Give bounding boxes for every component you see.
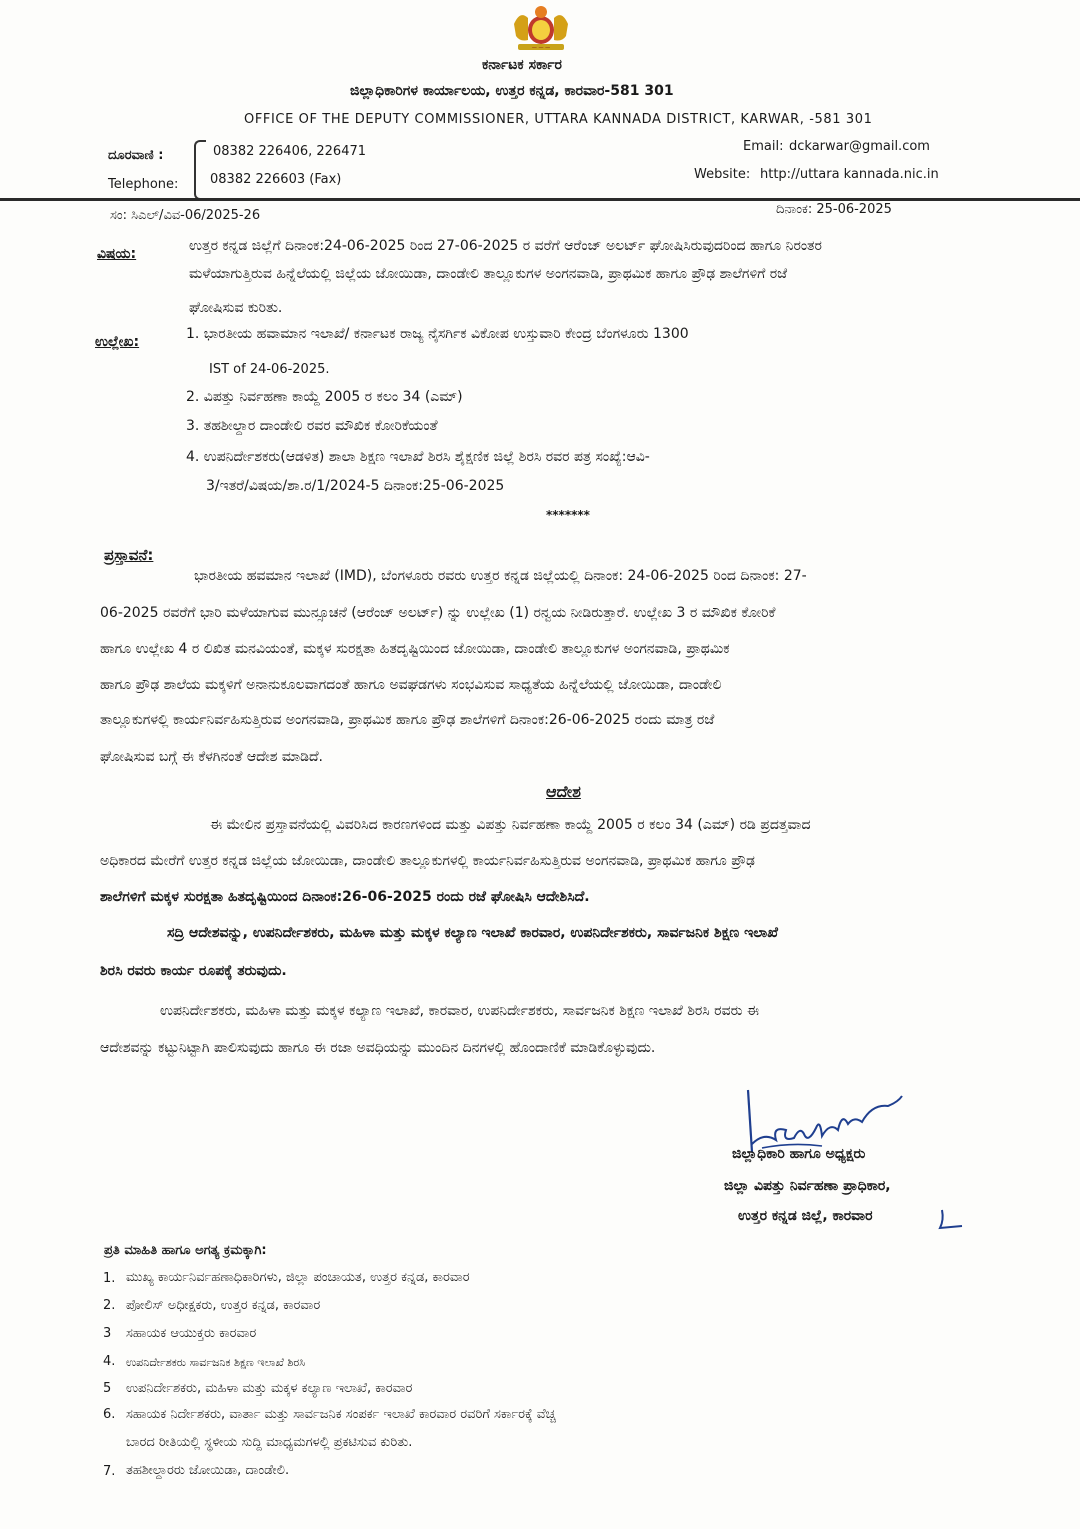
copy-item-text: ಪೋಲಿಸ್ ಅಧೀಕ್ಷಕರು, ಉತ್ತರ ಕನ್ನಡ, ಕಾರವಾರ: [126, 1298, 321, 1313]
copy-item-number: 5: [103, 1381, 112, 1396]
subject-line: ಮಳೆಯಾಗುತ್ತಿರುವ ಹಿನ್ನೆಲೆಯಲ್ಲಿ ಜಿಲ್ಲೆಯ ಜೋಯಿಡಾ, ದಾಂಡೇಲಿ ತಾಲ್ಲೂಕುಗಳ ಅಂಗನವಾಡಿ, ಪ್ರಾಥಮಿಕ ಹಾಗೂ ಪ್ರೌಢ ಶಾಲೆಗಳಿಗೆ ರಜೆ: [189, 266, 788, 282]
header-divider: [0, 198, 1080, 201]
order-line: ಉಪನಿರ್ದೇಶಕರು, ಮಹಿಳಾ ಮತ್ತು ಮಕ್ಕಳ ಕಲ್ಯಾಣ ಇಲಾಖೆ, ಕಾರವಾರ, ಉಪನಿರ್ದೇಶಕರು, ಸಾರ್ವಜನಿಕ ಶಿಕ್ಷಣ ಇಲಾಖೆ ಶಿರಸಿ ರವರು ಈ: [160, 1003, 760, 1019]
signatory-location: ಉತ್ತರ ಕನ್ನಡ ಜಿಲ್ಲೆ, ಕಾರವಾರ: [738, 1208, 873, 1224]
letter-date: ದಿನಾಂಕ: 25-06-2025: [776, 202, 892, 217]
reference-item: 3/ಇತರೆ/ವಿಷಯ/ಶಾ.ರ/1/2024-5 ದಿನಾಂಕ:25-06-2025: [206, 478, 505, 494]
preamble-label: ಪ್ರಸ್ತಾವನೆ:: [104, 546, 154, 564]
email-address: dckarwar@gmail.com: [789, 139, 930, 154]
phone-label-kannada: ದೂರವಾಣಿ :: [108, 148, 164, 163]
subject-line: ಉತ್ತರ ಕನ್ನಡ ಜಿಲ್ಲೆಗೆ ದಿನಾಂಕ:24-06-2025 ರಿಂದ 27-06-2025 ರ ವರೆಗೆ ಆರೆಂಜ್ ಅಲರ್ಟ್ ಘೋಷಿಸಿರುವುದರಿಂದ ಹಾಗೂ ನಿರಂತರ: [189, 238, 822, 254]
preamble-line: ತಾಲ್ಲೂಕುಗಳಲ್ಲಿ ಕಾರ್ಯನಿರ್ವಹಿಸುತ್ತಿರುವ ಅಂಗನವಾಡಿ, ಪ್ರಾಥಮಿಕ ಹಾಗೂ ಪ್ರೌಢ ಶಾಲೆಗಳಿಗೆ ದಿನಾಂಕ:26-06-2025 ರಂದು ಮಾತ್ರ ರಜೆ: [100, 712, 715, 728]
order-line: ಆದೇಶವನ್ನು ಕಟ್ಟುನಿಟ್ಟಾಗಿ ಪಾಲಿಸುವುದು ಹಾಗೂ ಈ ರಜಾ ಅವಧಿಯನ್ನು ಮುಂದಿನ ದಿನಗಳಲ್ಲಿ ಹೊಂದಾಣಿಕೆ ಮಾಡಿಕೊಳ್ಳುವುದು.: [100, 1040, 656, 1056]
copy-item-text: ಸಹಾಯಕ ನಿರ್ದೇಶಕರು, ವಾರ್ತಾ ಮತ್ತು ಸಾರ್ವಜನಿಕ ಸಂಪರ್ಕ ಇಲಾಖೆ ಕಾರವಾರ ರವರಿಗೆ ಸರ್ಕಾರಕ್ಕೆ ವೆಚ್ಚ: [126, 1407, 556, 1422]
svg-text:— — —: — — —: [531, 45, 551, 51]
subject-line: ಘೋಷಿಸುವ ಕುರಿತು.: [189, 300, 283, 316]
office-title-kannada: ಜಿಲ್ಲಾಧಿಕಾರಿಗಳ ಕಾರ್ಯಾಲಯ, ಉತ್ತರ ಕನ್ನಡ, ಕಾರವಾರ-581 301: [350, 83, 674, 99]
website-address: http://uttara kannada.nic.in: [760, 167, 939, 182]
karnataka-emblem-icon: [506, 4, 576, 54]
copy-item-text: ಬಾರದ ರೀತಿಯಲ್ಲಿ ಸ್ಥಳೀಯ ಸುದ್ದಿ ಮಾಧ್ಯಮಗಳಲ್ಲಿ ಪ್ರಕಟಿಸುವ ಕುರಿತು.: [126, 1435, 413, 1450]
signatory-designation: ಜಿಲ್ಲಾಧಿಕಾರಿ ಹಾಗೂ ಅಧ್ಯಕ್ಷರು: [732, 1146, 866, 1162]
copy-item-text: ಉಪನಿರ್ದೇಶಕರು ಸಾರ್ವಜನಿಕ ಶಿಕ್ಷಣ ಇಲಾಖೆ ಶಿರಸಿ: [126, 1356, 306, 1369]
office-title-english: OFFICE OF THE DEPUTY COMMISSIONER, UTTARA KANNADA DISTRICT, KARWAR, -581 301: [244, 112, 873, 127]
copy-item-text: ಉಪನಿರ್ದೇಶಕರು, ಮಹಿಳಾ ಮತ್ತು ಮಕ್ಕಳ ಕಲ್ಯಾಣ ಇಲಾಖೆ, ಕಾರವಾರ: [126, 1381, 413, 1396]
order-line: ಸದ್ರಿ ಆದೇಶವನ್ನು, ಉಪನಿರ್ದೇಶಕರು, ಮಹಿಳಾ ಮತ್ತು ಮಕ್ಕಳ ಕಲ್ಯಾಣ ಇಲಾಖೆ ಕಾರವಾರ, ಉಪನಿರ್ದೇಶಕರು, ಸಾರ್ವಜನಿಕ ಶಿಕ್ಷಣ ಇಲಾಖೆ: [167, 925, 778, 941]
government-title: ಕರ್ನಾಟಕ ಸರ್ಕಾರ: [482, 57, 562, 73]
reference-item: IST of 24-06-2025.: [209, 362, 330, 377]
reference-item: 3. ತಹಶೀಲ್ದಾರ ದಾಂಡೇಲಿ ರವರ ಮೌಖಿಕ ಕೋರಿಕೆಯಂತೆ: [186, 418, 438, 434]
order-title: ಆದೇಶ: [546, 782, 581, 801]
reference-item: 4. ಉಪನಿರ್ದೇಶಕರು(ಆಡಳಿತ) ಶಾಲಾ ಶಿಕ್ಷಣ ಇಲಾಖೆ ಶಿರಸಿ ಶೈಕ್ಷಣಿಕ ಜಿಲ್ಲೆ ಶಿರಸಿ ರವರ ಪತ್ರ ಸಂಖ್ಯೆ:ಆವಿ-: [186, 449, 650, 465]
email-label: Email:: [743, 139, 784, 154]
copy-item-number: 7.: [103, 1464, 116, 1479]
website-label: Website:: [694, 167, 751, 182]
copy-item-number: 1.: [103, 1271, 116, 1286]
preamble-line: ಹಾಗೂ ಪ್ರೌಢ ಶಾಲೆಯ ಮಕ್ಕಳಿಗೆ ಅನಾನುಕೂಲವಾಗದಂತೆ ಹಾಗೂ ಅವಘಡಗಳು ಸಂಭವಿಸುವ ಸಾಧ್ಯತೆಯ ಹಿನ್ನೆಲೆಯಲ್ಲಿ ಜೋಯಿಡಾ, ದಾಂಡೇಲಿ: [100, 677, 722, 693]
copy-item-text: ತಹಶೀಲ್ದಾರರು ಜೋಯಿಡಾ, ದಾಂಡೇಲಿ.: [126, 1463, 290, 1478]
reference-item: 2. ವಿಪತ್ತು ನಿರ್ವಹಣಾ ಕಾಯ್ದೆ 2005 ರ ಕಲಂ 34 (ಎಮ್): [186, 389, 463, 405]
initial-mark-icon: [936, 1206, 966, 1232]
phone-numbers: 08382 226406, 226471: [213, 144, 367, 159]
preamble-line: 06-2025 ರವರೆಗೆ ಭಾರಿ ಮಳೆಯಾಗುವ ಮುನ್ಸೂಚನೆ (ಆರೆಂಜ್ ಅಲರ್ಟ್) ನ್ನು ಉಲ್ಲೇಖ (1) ರನ್ವಯ ನೀಡಿರುತ್ತಾರೆ. ಉಲ್ಲೇಖ 3 ರ ಮೌಖಿಕ ಕೋರಿಕೆ: [100, 605, 776, 621]
copy-item-number: 2.: [103, 1298, 116, 1313]
copy-to-label: ಪ್ರತಿ ಮಾಹಿತಿ ಹಾಗೂ ಅಗತ್ಯ ಕ್ರಮಕ್ಕಾಗಿ:: [104, 1243, 267, 1258]
copy-item-text: ಸಹಾಯಕ ಆಯುಕ್ತರು ಕಾರವಾರ: [126, 1326, 257, 1341]
copy-item-number: 3: [103, 1326, 112, 1341]
preamble-line: ಘೋಷಿಸುವ ಬಗ್ಗೆ ಈ ಕೆಳಗಿನಂತೆ ಆದೇಶ ಮಾಡಿದೆ.: [100, 749, 324, 765]
order-line: ಶಾಲೆಗಳಿಗೆ ಮಕ್ಕಳ ಸುರಕ್ಷತಾ ಹಿತದೃಷ್ಟಿಯಿಂದ ದಿನಾಂಕ:26-06-2025 ರಂದು ರಜೆ ಘೋಷಿಸಿ ಆದೇಶಿಸಿದೆ.: [100, 889, 590, 905]
copy-item-text: ಮುಖ್ಯ ಕಾರ್ಯನಿರ್ವಹಣಾಧಿಕಾರಿಗಳು, ಜಿಲ್ಲಾ ಪಂಚಾಯತ, ಉತ್ತರ ಕನ್ನಡ, ಕಾರವಾರ: [126, 1270, 470, 1285]
order-line: ಶಿರಸಿ ರವರು ಕಾರ್ಯ ರೂಪಕ್ಕೆ ತರುವುದು.: [100, 963, 287, 979]
separator-stars: *******: [546, 508, 590, 522]
signatory-authority: ಜಿಲ್ಲಾ ವಿಪತ್ತು ನಿರ್ವಹಣಾ ಪ್ರಾಧಿಕಾರ,: [724, 1178, 891, 1194]
subject-label: ವಿಷಯ:: [97, 246, 137, 262]
order-line: ಅಧಿಕಾರದ ಮೇರೆಗೆ ಉತ್ತರ ಕನ್ನಡ ಜಿಲ್ಲೆಯ ಜೋಯಿಡಾ, ದಾಂಡೇಲಿ ತಾಲ್ಲೂಕುಗಳಲ್ಲಿ ಕಾರ್ಯನಿರ್ವಹಿಸುತ್ತಿರುವ ಅಂಗನವಾಡಿ, ಪ್ರಾಥಮಿಕ ಹಾಗೂ ಪ್ರೌಢ: [100, 853, 755, 869]
preamble-line: ಹಾಗೂ ಉಲ್ಲೇಖ 4 ರ ಲಿಖಿತ ಮನವಿಯಂತೆ, ಮಕ್ಕಳ ಸುರಕ್ಷತಾ ಹಿತದೃಷ್ಟಿಯಿಂದ ಜೋಯಿಡಾ, ದಾಂಡೇಲಿ ತಾಲ್ಲೂಕುಗಳ ಅಂಗನವಾಡಿ, ಪ್ರಾಥಮಿಕ: [100, 641, 730, 657]
phone-label-english: Telephone:: [108, 177, 179, 192]
references-label: ಉಲ್ಲೇಖ:: [95, 334, 140, 350]
order-line: ಈ ಮೇಲಿನ ಪ್ರಸ್ತಾವನೆಯಲ್ಲಿ ವಿವರಿಸಿದ ಕಾರಣಗಳಿಂದ ಮತ್ತು ವಿಪತ್ತು ನಿರ್ವಹಣಾ ಕಾಯ್ದೆ 2005 ರ ಕಲಂ 34 (ಎಮ್) ರಡಿ ಪ್ರದತ್ತವಾದ: [210, 817, 811, 833]
reference-number: ಸಂ: ಸಿಎಲ್/ವಿವ-06/2025-26: [110, 208, 261, 223]
copy-item-number: 6.: [103, 1407, 116, 1422]
copy-item-number: 4.: [103, 1354, 116, 1369]
fax-number: 08382 226603 (Fax): [210, 172, 342, 187]
preamble-line: ಭಾರತೀಯ ಹವಮಾನ ಇಲಾಖೆ (IMD), ಬೆಂಗಳೂರು ರವರು ಉತ್ತರ ಕನ್ನಡ ಜಿಲ್ಲೆಯಲ್ಲಿ ದಿನಾಂಕ: 24-06-2025 ರಿಂದ ದಿನಾಂಕ: 27-: [194, 568, 807, 584]
reference-item: 1. ಭಾರತೀಯ ಹವಾಮಾನ ಇಲಾಖೆ/ ಕರ್ನಾಟಕ ರಾಜ್ಯ ನೈಸರ್ಗಿಕ ವಿಕೋಪ ಉಸ್ತುವಾರಿ ಕೇಂದ್ರ ಬೆಂಗಳೂರು 1300: [186, 326, 689, 342]
brace-divider: [194, 140, 206, 200]
